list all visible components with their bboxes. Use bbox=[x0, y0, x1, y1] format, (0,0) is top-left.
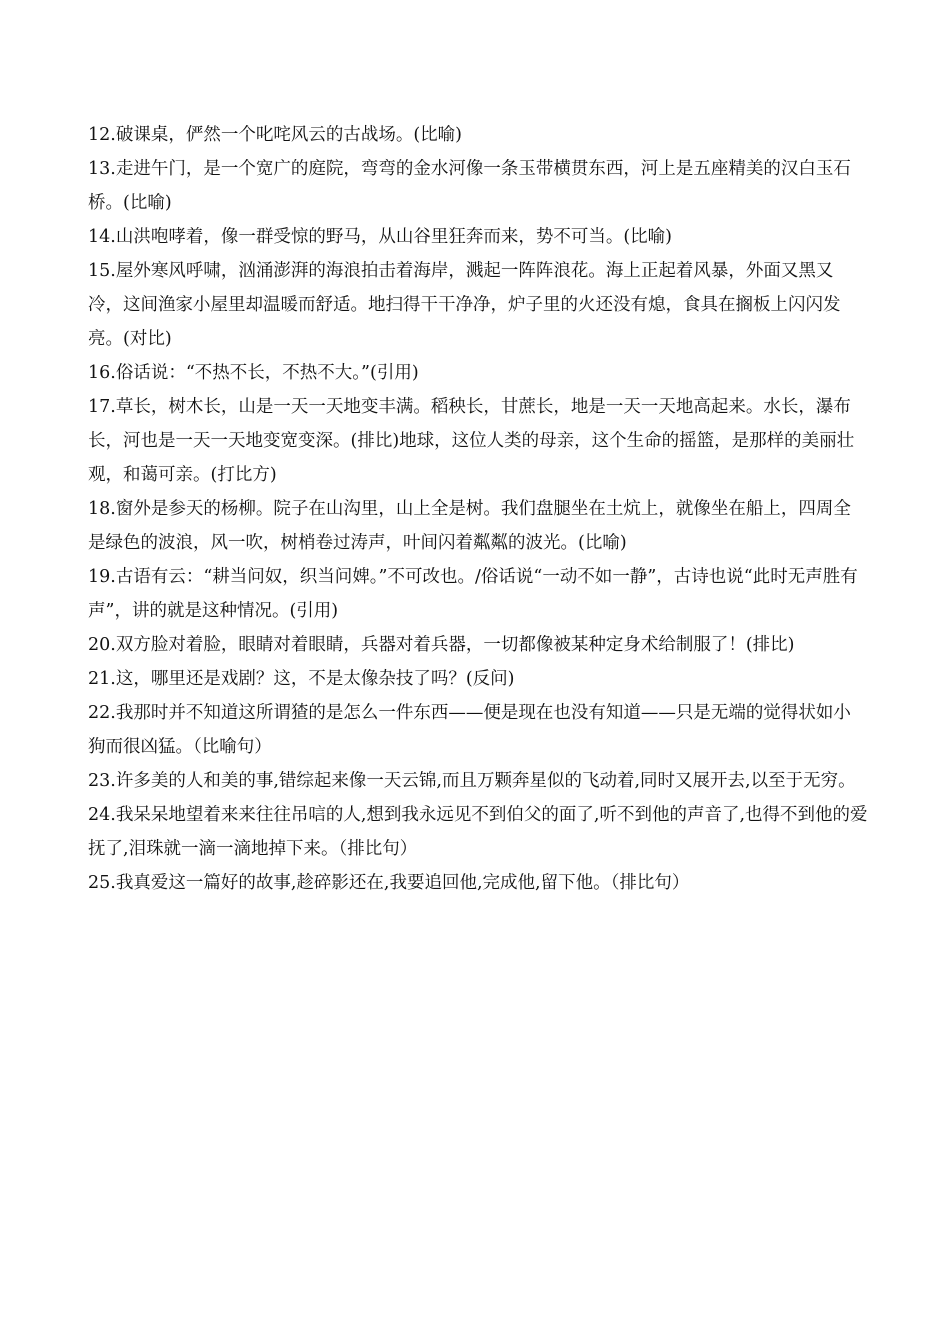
item-text: 我真爱这一篇好的故事,趁碎影还在,我要追回他,完成他,留下他。（排比句） bbox=[115, 873, 690, 893]
item-text: 屋外寒风呼啸，汹涌澎湃的海浪拍击着海岸，溅起一阵阵浪花。海上正起着风暴，外面又黑又冷，这间渔家小屋里却温暖而舒适。地扫得干干净净，炉子里的火还没有熄，食具在搁板上闪闪发亮。(对比) bbox=[88, 261, 841, 349]
item-number: 12. bbox=[88, 125, 116, 145]
item-text: 窗外是参天的杨柳。院子在山沟里，山上全是树。我们盘腿坐在土炕上，就像坐在船上，四周全是绿色的波浪，风一吹，树梢卷过涛声，叶间闪着粼粼的波光。(比喻) bbox=[88, 499, 851, 553]
item-text: 古语有云：“耕当问奴，织当问婢。”不可改也。/俗话说“一动不如一静”，古诗也说“此时无声胜有声”，讲的就是这种情况。(引用) bbox=[88, 567, 858, 621]
item-text: 双方脸对着脸，眼睛对着眼睛，兵器对着兵器，一切都像被某种定身术给制服了！(排比) bbox=[115, 635, 795, 655]
item-text: 破课桌，俨然一个叱咤风云的古战场。(比喻) bbox=[115, 125, 462, 145]
list-item bbox=[88, 254, 868, 356]
item-text: 这，哪里还是戏剧？这，不是太像杂技了吗？(反问) bbox=[115, 669, 515, 689]
item-number: 13. bbox=[88, 159, 116, 179]
item-number: 24. bbox=[88, 805, 116, 825]
item-text: 我那时并不知道这所谓猹的是怎么一件东西——便是现在也没有知道——只是无端的觉得状如小狗而很凶猛。（比喻句） bbox=[88, 703, 851, 757]
item-number: 14. bbox=[88, 227, 116, 247]
item-text: 我呆呆地望着来来往往吊唁的人,想到我永远见不到伯父的面了,听不到他的声音了,也得不到他的爱抚了,泪珠就一滴一滴地掉下来。（排比句） bbox=[88, 805, 868, 859]
list-item bbox=[88, 356, 868, 390]
item-number: 19. bbox=[88, 567, 116, 587]
item-number: 15. bbox=[88, 261, 116, 281]
list-item bbox=[88, 560, 868, 628]
item-text: 俗话说：“不热不长，不热不大。”(引用) bbox=[115, 363, 419, 383]
document-body bbox=[88, 118, 868, 900]
list-item bbox=[88, 662, 868, 696]
list-item bbox=[88, 866, 868, 900]
item-number: 22. bbox=[88, 703, 116, 723]
list-item bbox=[88, 152, 868, 220]
list-item bbox=[88, 764, 868, 798]
item-number: 23. bbox=[88, 771, 116, 791]
item-number: 18. bbox=[88, 499, 116, 519]
list-item bbox=[88, 220, 868, 254]
list-item bbox=[88, 390, 868, 492]
item-text: 走进午门，是一个宽广的庭院，弯弯的金水河像一条玉带横贯东西，河上是五座精美的汉白玉石桥。(比喻) bbox=[88, 159, 851, 213]
item-number: 21. bbox=[88, 669, 116, 689]
item-text: 许多美的人和美的事,错综起来像一天云锦,而且万颗奔星似的飞动着,同时又展开去,以至于无穷。 bbox=[115, 771, 856, 791]
list-item bbox=[88, 118, 868, 152]
item-number: 16. bbox=[88, 363, 116, 383]
item-text: 草长，树木长，山是一天一天地变丰满。稻秧长，甘蔗长，地是一天一天地高起来。水长，瀑布长，河也是一天一天地变宽变深。(排比)地球，这位人类的母亲，这个生命的摇篮，是那样的美丽壮观，和蔼可亲。(打比方) bbox=[88, 397, 855, 485]
item-number: 17. bbox=[88, 397, 116, 417]
list-item bbox=[88, 696, 868, 764]
list-item bbox=[88, 628, 868, 662]
item-number: 20. bbox=[88, 635, 116, 655]
list-item bbox=[88, 492, 868, 560]
item-number: 25. bbox=[88, 873, 116, 893]
list-item bbox=[88, 798, 868, 866]
item-text: 山洪咆哮着，像一群受惊的野马，从山谷里狂奔而来，势不可当。(比喻) bbox=[115, 227, 672, 247]
